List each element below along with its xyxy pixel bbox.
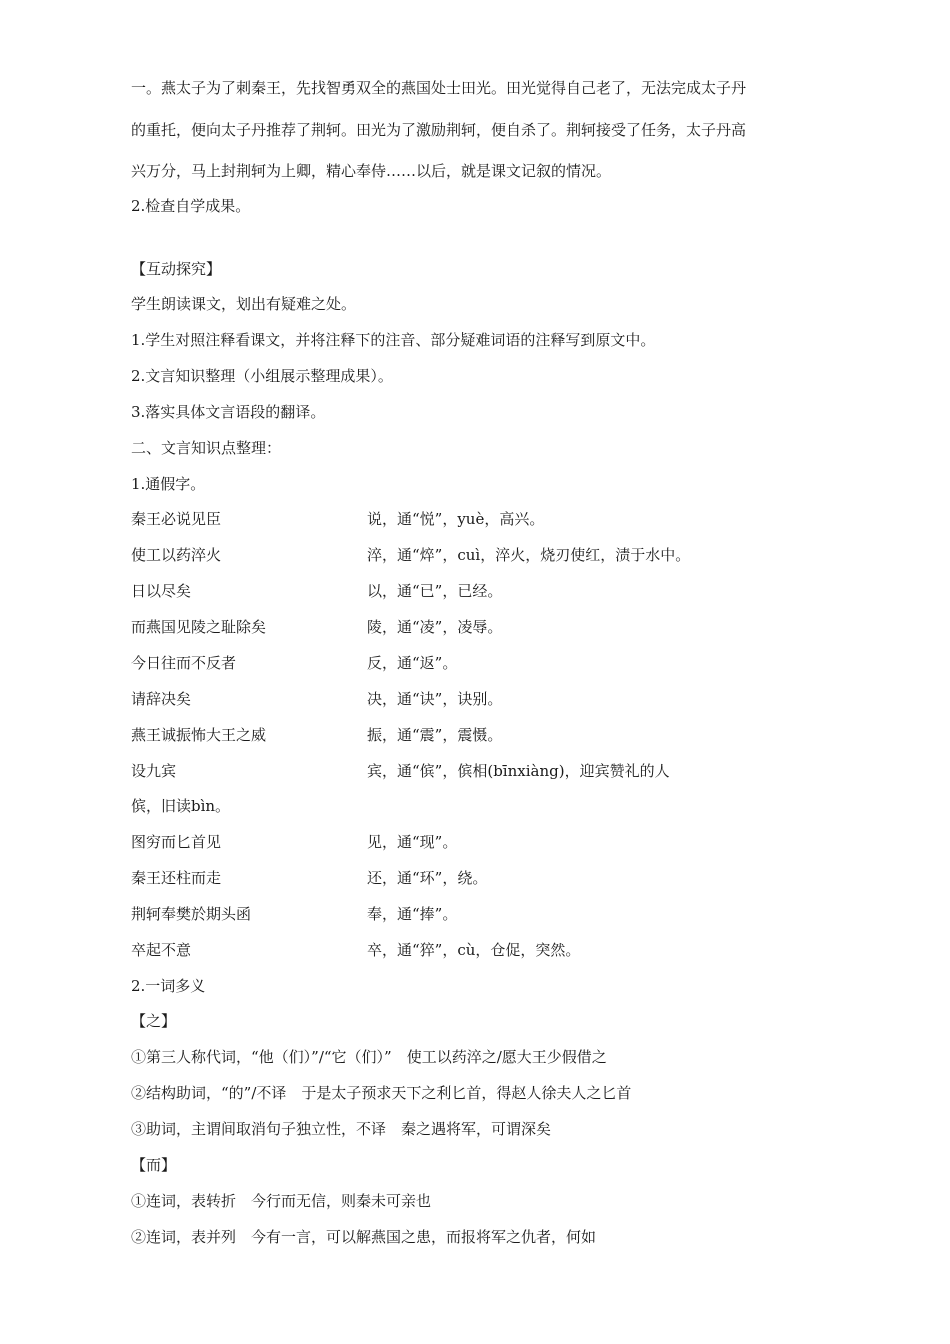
tongjia-note: 见，通“现”。 — [367, 833, 458, 851]
tongjia-note: 奉，通“捧”。 — [367, 905, 458, 923]
tongjia-phrase: 荆轲奉樊於期头函 — [131, 905, 252, 923]
zhi-usage: ①第三人称代词，“他（们）”/“它（们）” 使工以药淬之/愿大王少假借之 — [131, 1048, 607, 1066]
er-usage: ②连词，表并列 今有一言，可以解燕国之患，而报将军之仇者，何如 — [131, 1228, 597, 1246]
tongjia-note: 宾，通“傧”，傧相(bīnxiàng)，迎宾赞礼的人 — [367, 762, 670, 780]
tongjia-phrase: 使工以药淬火 — [131, 546, 222, 564]
tongjia-phrase: 设九宾 — [131, 762, 177, 780]
tongjia-note: 淬，通“焠”，cuì，淬火，烧刃使红，渍于水中。 — [367, 546, 691, 564]
tongjia-phrase: 请辞决矣 — [131, 690, 192, 708]
tongjia-note: 还，通“环”，绕。 — [367, 869, 488, 887]
tongjia-note: 以，通“已”，已经。 — [367, 582, 503, 600]
bin-reading-note: 傧，旧读bìn。 — [131, 797, 231, 815]
tongjia-phrase: 图穷而匕首见 — [131, 833, 222, 851]
tongjia-title: 1.通假字。 — [131, 475, 206, 493]
zhi-usage: ③助词，主谓间取消句子独立性，不译 秦之遇将军，可谓深矣 — [131, 1120, 552, 1138]
tongjia-note: 陵，通“凌”，凌辱。 — [367, 618, 503, 636]
tongjia-note: 反，通“返”。 — [367, 654, 458, 672]
tongjia-phrase: 而燕国见陵之耻除矣 — [131, 618, 267, 636]
tongjia-phrase: 今日往而不反者 — [131, 654, 237, 672]
check-results: 2.检查自学成果。 — [131, 197, 251, 215]
tongjia-note: 决，通“诀”，诀别。 — [367, 690, 503, 708]
interactive-step: 2.文言知识整理（小组展示整理成果）。 — [131, 367, 393, 385]
tongjia-phrase: 燕王诚振怖大王之威 — [131, 726, 267, 744]
intro-line-2: 的重托，便向太子丹推荐了荆轲。田光为了激励荆轲，便自杀了。荆轲接受了任务，太子丹高 — [131, 121, 747, 139]
zhi-heading: 【之】 — [131, 1012, 177, 1030]
tongjia-phrase: 卒起不意 — [131, 941, 192, 959]
interactive-intro: 学生朗读课文，划出有疑难之处。 — [131, 295, 357, 313]
knowledge-heading: 二、文言知识点整理： — [131, 439, 282, 457]
tongjia-phrase: 日以尽矣 — [131, 582, 192, 600]
tongjia-note: 说，通“悦”，yuè，高兴。 — [367, 510, 545, 528]
tongjia-phrase: 秦王还柱而走 — [131, 869, 222, 887]
intro-line-3: 兴万分，马上封荆轲为上卿，精心奉侍……以后，就是课文记叙的情况。 — [131, 162, 612, 180]
zhi-usage: ②结构助词，“的”/不译 于是太子预求天下之利匕首，得赵人徐夫人之匕首 — [131, 1084, 632, 1102]
er-usage: ①连词，表转折 今行而无信，则秦未可亲也 — [131, 1192, 432, 1210]
interactive-heading: 【互动探究】 — [131, 260, 222, 278]
polysemy-title: 2.一词多义 — [131, 977, 206, 995]
intro-line-1: 一。燕太子为了刺秦王，先找智勇双全的燕国处士田光。田光觉得自己老了，无法完成太子丹 — [131, 79, 747, 97]
interactive-step: 3.落实具体文言语段的翻译。 — [131, 403, 326, 421]
interactive-step: 1.学生对照注释看课文，并将注释下的注音、部分疑难词语的注释写到原文中。 — [131, 331, 656, 349]
tongjia-note: 卒，通“猝”，cù，仓促，突然。 — [367, 941, 581, 959]
tongjia-note: 振，通“震”，震慑。 — [367, 726, 503, 744]
er-heading: 【而】 — [131, 1156, 177, 1174]
tongjia-phrase: 秦王必说见臣 — [131, 510, 222, 528]
